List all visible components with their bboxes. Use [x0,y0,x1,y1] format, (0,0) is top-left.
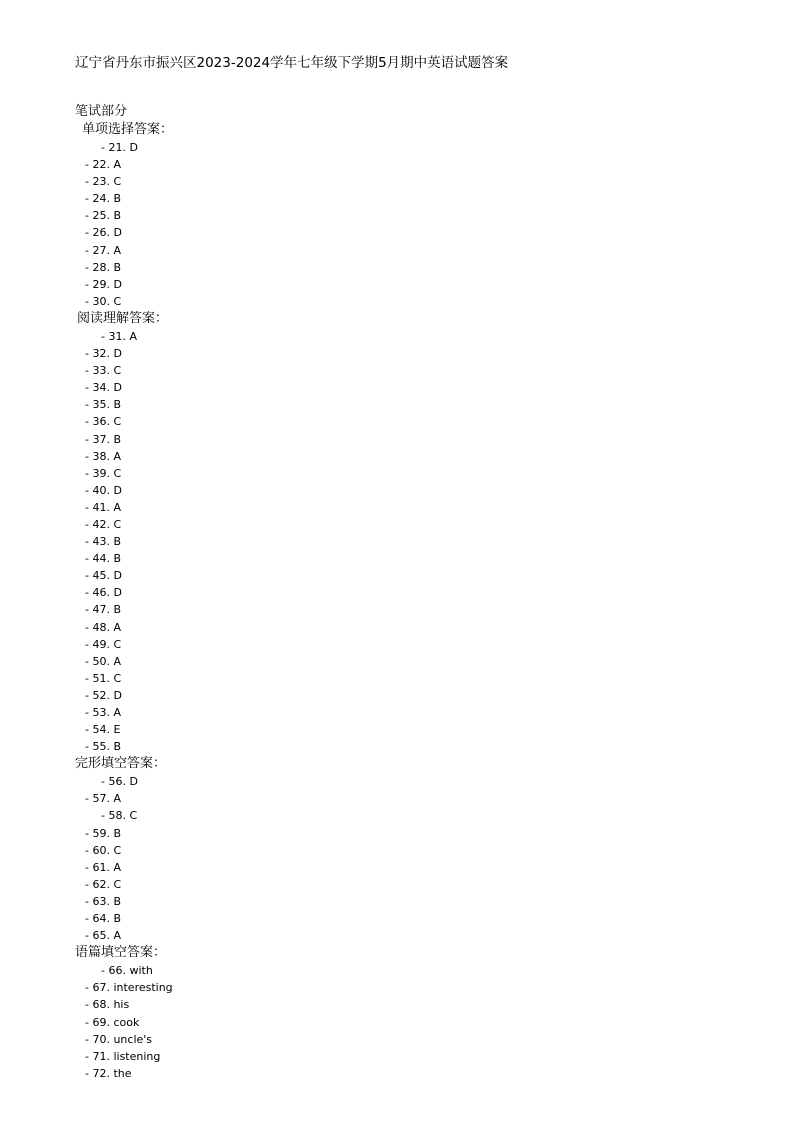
answer-item: - 21. D [101,141,138,154]
section-heading: 完形填空答案： [75,756,167,772]
answer-item: - 25. B [85,209,122,223]
reading-section [75,310,775,755]
answer-item: - 24. B [85,192,122,206]
answer-item: - 48. A [85,620,121,634]
answer-item: - 40. D [85,483,122,497]
document-title: 辽宁省丹东市振兴区2023-2024学年七年级下学期5月期中英语试题答案 [75,55,509,71]
answer-item: - 34. D [85,381,122,395]
answer-item: - 57. A [85,792,121,806]
answer-item: - 50. A [85,654,121,668]
answer-item: - 65. A [85,929,121,943]
answer-item: - 39. C [85,466,122,480]
answer-item: - 55. B [85,740,122,754]
answer-item: - 26. D [85,226,122,240]
answer-item: - 37. B [85,432,122,446]
section-heading: 单项选择答案： [82,122,174,137]
answer-item: - 54. E [85,723,121,737]
answer-item: - 59. B [85,826,122,840]
answer-item: - 35. B [85,398,122,412]
answer-item: - 60. C [85,843,122,857]
answer-item: - 28. B [85,260,122,274]
answer-item: - 58. C [101,809,138,823]
answer-item: - 44. B [85,552,122,566]
answer-item: - 33. C [85,364,122,378]
answer-item: - 47. B [85,603,122,617]
answer-item: - 27. A [85,243,121,257]
answer-item: - 56. D [101,775,138,789]
answer-item: - 43. B [85,535,122,549]
answer-item: - 61. A [85,860,121,874]
answer-item: - 52. D [85,688,122,702]
section-heading: 语篇填空答案： [75,945,167,961]
answer-item: - 70. uncle's [85,1032,153,1046]
answer-item: - 69. cook [85,1015,140,1029]
answer-item: - 29. D [85,277,122,291]
answer-item: - 45. D [85,569,122,583]
section-heading: 阅读理解答案： [77,310,169,326]
single-choice-section [75,121,775,310]
answer-item: - 38. A [85,449,121,463]
cloze-section [75,755,775,944]
answer-item: - 72. the [85,1066,132,1080]
answer-item: - 36. C [85,415,122,429]
answer-item: - 68. his [85,998,130,1012]
answer-item: - 30. C [85,294,122,308]
answer-item: - 49. C [85,637,122,651]
answer-item: - 71. listening [85,1049,161,1063]
part-heading: 笔试部分 [75,104,128,119]
answer-item: - 62. C [85,877,122,891]
answer-item: - 66. with [101,964,153,978]
answer-item: - 42. C [85,517,122,531]
answer-item: - 41. A [85,500,121,514]
answer-item: - 64. B [85,912,122,926]
answer-item: - 32. D [85,347,122,361]
answer-item: - 51. C [85,671,122,685]
answer-item: - 53. A [85,706,121,719]
answer-item: - 31. A [101,329,137,343]
answer-item: - 46. D [85,586,122,600]
answer-content [75,103,775,1082]
passage-fill-section [75,944,775,1082]
answer-item: - 23. C [85,175,122,189]
answer-sections [75,121,775,1082]
answer-item: - 63. B [85,894,122,908]
answer-item: - 22. A [85,158,121,172]
answer-item: - 67. interesting [85,981,173,995]
